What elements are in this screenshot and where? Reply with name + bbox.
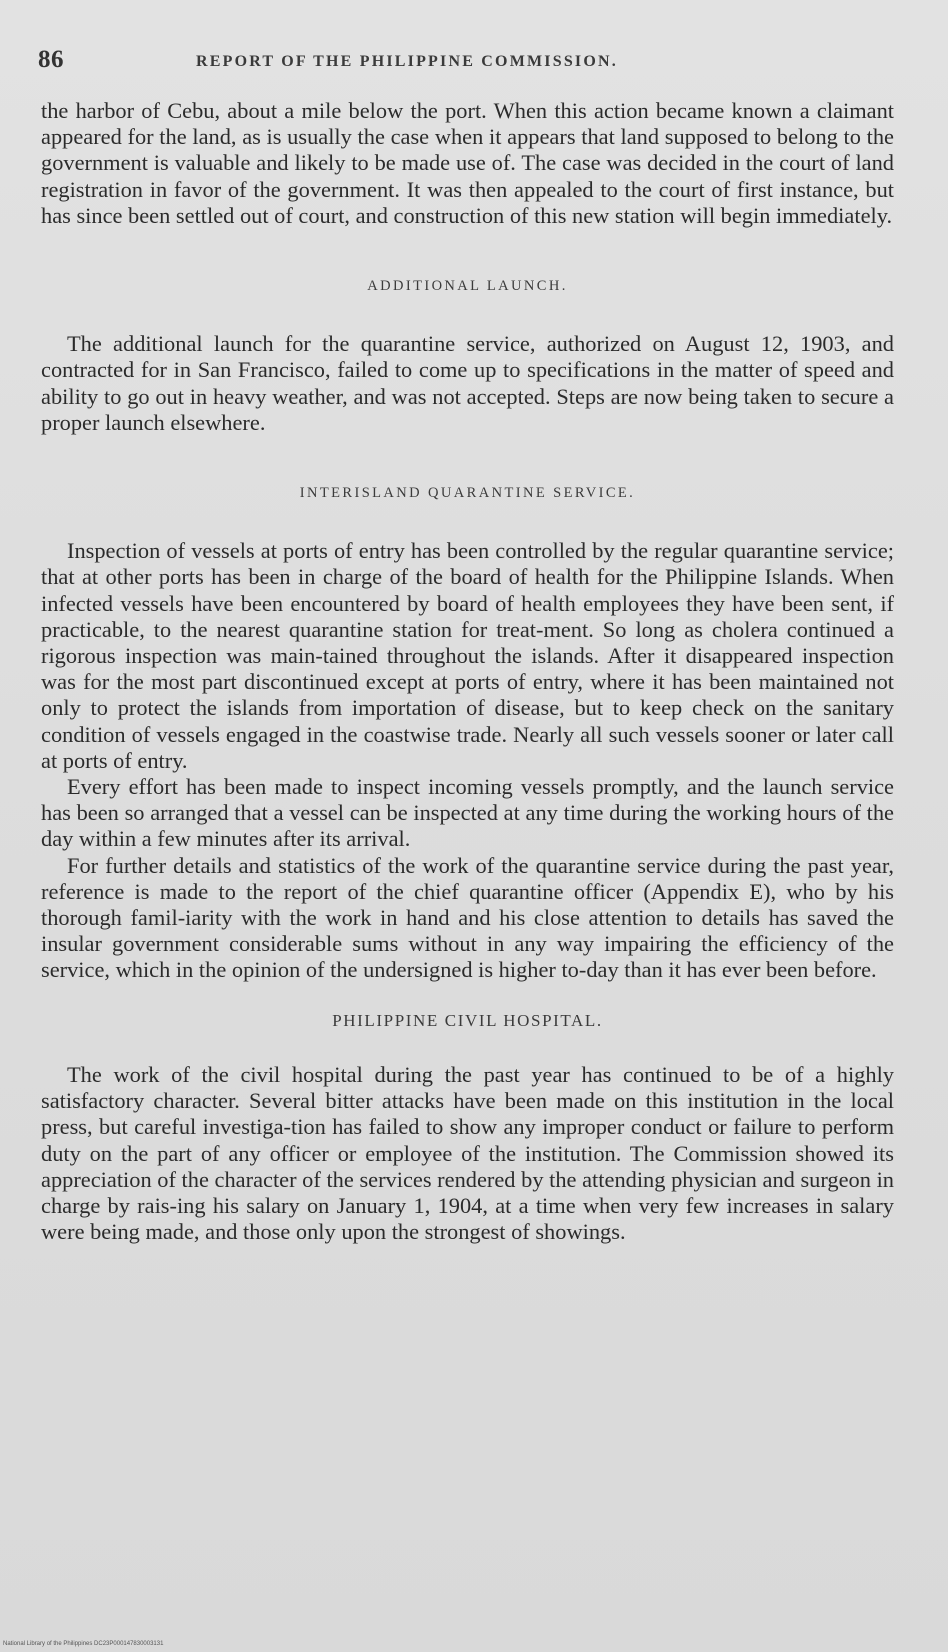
heading-additional-launch: ADDITIONAL LAUNCH. (367, 278, 568, 295)
page-header (38, 46, 904, 80)
paragraph-further-details: For further details and statistics of the work of the quarantine service during the past year, reference is made to the report of the chief quarantine officer (Appendix E), who by his thorough famil-iarity with the work in hand and his close attention to details has saved the insular government considerable sums without in any way impairing the efficiency of the service, which in the opinion of the undersigned is higher to-day than it has ever been before. (41, 852, 894, 983)
heading-interisland-quarantine: INTERISLAND QUARANTINE SERVICE. (299, 485, 636, 502)
page-number: 86 (38, 46, 64, 73)
heading-civil-hospital: PHILIPPINE CIVIL HOSPITAL. (332, 1010, 603, 1030)
paragraph-inspection: Inspection of vessels at ports of entry has been controlled by the regular quarantine service; that at other ports has been in charge of the board of health for the Philippine Islands. When infected vessels have been encountered by board of health employees they have been sent, if practicable, to the nearest quarantine station for treat-ment. So long as cholera continued a rigorous inspection was main-tained throughout the islands. After it disappeared inspection was for the most part discontinued except at ports of entry, where it has been maintained not only to protect the islands from importation of disease, but to keep check on the sanitary condition of vessels engaged in the coastwise trade. Nearly all such vessels sooner or later call at ports of entry. (41, 538, 894, 773)
paragraph-launch-service: Every effort has been made to inspect incoming vessels promptly, and the launch service has been so arranged that a vessel can be inspected at any time during the working hours of the day within a few minutes after its arrival. (41, 774, 894, 852)
scan-footer: National Library of the Philippines DC23P000147830003131 (3, 1641, 164, 1647)
paragraph-civil-hospital: The work of the civil hospital during the past year has continued to be of a highly satisfactory character. Several bitter attacks have been made on this institution in the local press, but careful investiga-tion has failed to show any improper conduct or failure to perform duty on the part of any officer or employee of the institution. The Commission showed its appreciation of the character of the services rendered by the attending physician and surgeon in charge by rais-ing his salary on January 1, 1904, at a time when very few increases in salary were being made, and those only upon the strongest of showings. (41, 1061, 894, 1245)
paragraph-additional-launch: The additional launch for the quarantine service, authorized on August 12, 1903, and contracted for in San Francisco, failed to come up to specifications in the matter of speed and ability to go out in heavy weather, and was not accepted. Steps are now being taken to secure a proper launch elsewhere. (41, 331, 894, 435)
running-head: REPORT OF THE PHILIPPINE COMMISSION. (196, 53, 618, 70)
paragraph-cebu-station: the harbor of Cebu, about a mile below the port. When this action became known a claimant appeared for the land, as is usually the case when it appears that land supposed to belong to the government is valuable and likely to be made use of. The case was decided in the court of land registration in favor of the government. It was then appealed to the court of first instance, but has since been settled out of court, and construction of this new station will begin immediately. (41, 98, 894, 228)
body-text (41, 98, 894, 1245)
